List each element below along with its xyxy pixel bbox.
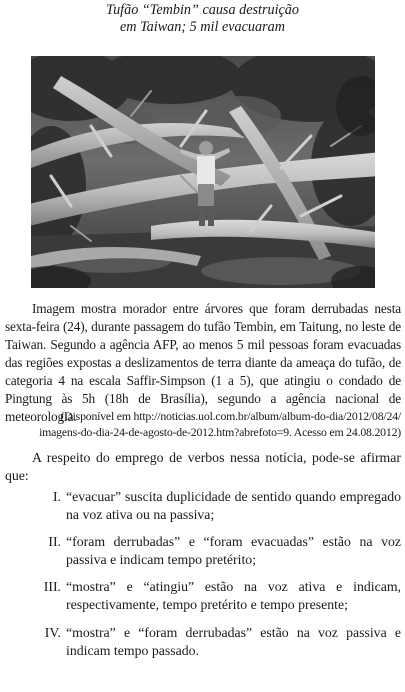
statement-text: “evacuar” suscita duplicidade de sentido quando empregado na voz ativa ou na passiva; (66, 489, 401, 522)
statement-numeral: IV. (44, 625, 61, 640)
source-line-2: imagens-do-dia-24-de-agosto-de-2012.htm?abrefoto=9. Acesso em 24.08.2012) (39, 425, 401, 439)
statement-numeral: I. (52, 489, 61, 504)
statement-text: “mostra” e “foram derrubadas” estão na voz passiva e indicam tempo passado. (66, 625, 401, 658)
fallen-trees-image (31, 56, 375, 288)
headline-line-2: em Taiwan; 5 mil evacuaram (120, 19, 285, 35)
headline-line-1: Tufão “Tembin” causa destruição (105, 2, 299, 18)
source-line-1: (Disponível em http://noticias.uol.com.br/album/album-do-dia/2012/08/24/ (60, 409, 401, 423)
headline (0, 2, 405, 36)
statement-numeral: III. (43, 579, 61, 594)
statement-text: “mostra” e “atingiu” estão na voz ativa e indicam, respectivamente, tempo pretérito e tempo presente; (66, 579, 401, 612)
statement-text: “foram derrubadas” e “foram evacuadas” estão na voz passiva e indicam tempo pretérito; (66, 534, 401, 567)
statement-item (5, 533, 401, 569)
article-body: Imagem mostra morador entre árvores que foram derrubadas nesta sexta-feira (24), durante passagem do tufão Tembin, em Taitung, no leste de Taiwan. Segundo a agência AFP, ao menos 5 mil pessoas foram evacuadas das regiões expostas a deslizamentos de terra diante da ameaça do tufão, de categoria 4 na escala Saffir-Simpson (1 a 5), que atingiu o condado de Pingtung às 5h (18h de Brasília), segundo a agência nacional de meteorologia. (5, 301, 401, 424)
news-photo (31, 56, 375, 288)
statement-item (5, 488, 401, 524)
question-stem: A respeito do emprego de verbos nessa notícia, pode-se afirmar que: (5, 450, 401, 483)
source-citation (5, 408, 401, 440)
statement-item (5, 578, 401, 614)
statement-numeral: II. (48, 534, 61, 549)
statement-item (5, 624, 401, 660)
